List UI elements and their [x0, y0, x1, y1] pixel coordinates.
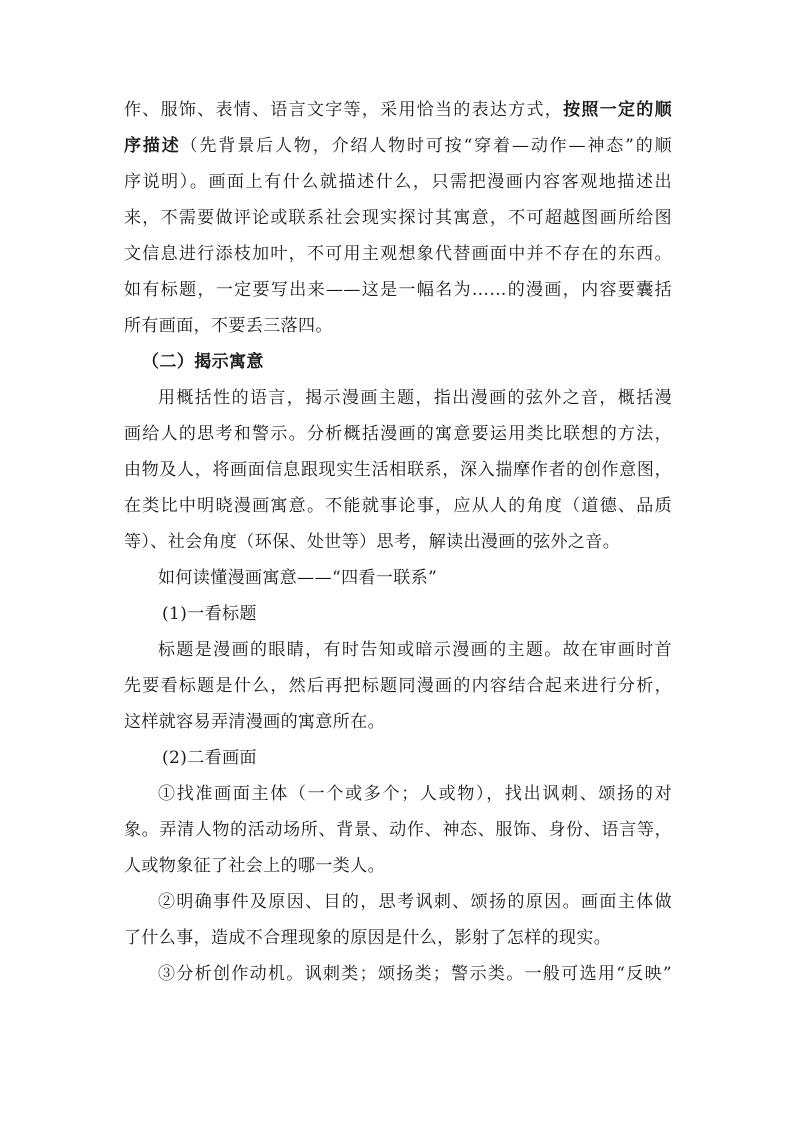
document-page — [124, 92, 672, 992]
paragraph-line: 在类比中明晓漫画寓意。不能就事论事，应从人的角度（道德、品质 — [124, 496, 672, 516]
subsection-title: (1)一看标题 — [162, 604, 257, 624]
paragraph-line: 这样就容易弄清漫画的寓意所在。 — [124, 712, 385, 732]
paragraph-line: ①找准画面主体（一个或多个；人或物），找出讽刺、颂扬的对 — [158, 784, 672, 804]
bold-text-run: 序描述 — [124, 136, 181, 156]
paragraph-line: 先要看标题是什么，然后再把标题同漫画的内容结合起来进行分析， — [124, 676, 672, 696]
text-run: 作、服饰、表情、语言文字等，采用恰当的表达方式， — [124, 100, 564, 120]
paragraph-line — [124, 92, 672, 128]
paragraph-line: 文信息进行添枝加叶，不可用主观想象代替画面中并不存在的东西。 — [124, 244, 672, 264]
paragraph-line: 来，不需要做评论或联系社会现实探讨其寓意，不可超越图画所给图 — [124, 208, 672, 228]
paragraph-line: 人或物象征了社会上的哪一类人。 — [124, 856, 385, 876]
section-heading: （二）揭示寓意 — [142, 352, 264, 372]
paragraph-line: 由物及人，将画面信息跟现实生活相联系，深入揣摩作者的创作意图， — [124, 460, 672, 480]
paragraph-line: 所有画面，不要丢三落四。 — [124, 316, 333, 336]
paragraph-line: 象。弄清人物的活动场所、背景、动作、神态、服饰、身份、语言等， — [124, 820, 672, 840]
paragraph-line: 如何读懂漫画寓意——“四看一联系” — [158, 568, 438, 588]
paragraph-line: 标题是漫画的眼睛，有时告知或暗示漫画的主题。故在审画时首 — [158, 640, 672, 660]
bold-text-run: 按照一定的顺 — [563, 100, 672, 120]
paragraph-line: 了什么事，造成不合理现象的原因是什么，影射了怎样的现实。 — [124, 928, 612, 948]
paragraph-line: 用概括性的语言，揭示漫画主题，指出漫画的弦外之音，概括漫 — [158, 388, 672, 408]
paragraph-line: ②明确事件及原因、目的，思考讽刺、颂扬的原因。画面主体做 — [158, 892, 672, 912]
paragraph-line: 序说明）。画面上有什么就描述什么，只需把漫画内容客观地描述出 — [124, 172, 672, 192]
subsection-title: (2)二看画面 — [162, 748, 257, 768]
text-run: （先背景后人物，介绍人物时可按“穿着—动作—神态”的顺 — [180, 136, 672, 156]
paragraph-line: 等）、社会角度（环保、处世等）思考，解读出漫画的弦外之音。 — [124, 532, 621, 552]
paragraph-line — [124, 128, 672, 164]
paragraph-line: 如有标题，一定要写出来——这是一幅名为……的漫画，内容要囊括 — [124, 280, 672, 300]
paragraph-line: ③分析创作动机。讽刺类；颂扬类；警示类。一般可选用“反映” — [158, 964, 672, 984]
paragraph-line: 画给人的思考和警示。分析概括漫画的寓意要运用类比联想的方法， — [124, 424, 672, 444]
